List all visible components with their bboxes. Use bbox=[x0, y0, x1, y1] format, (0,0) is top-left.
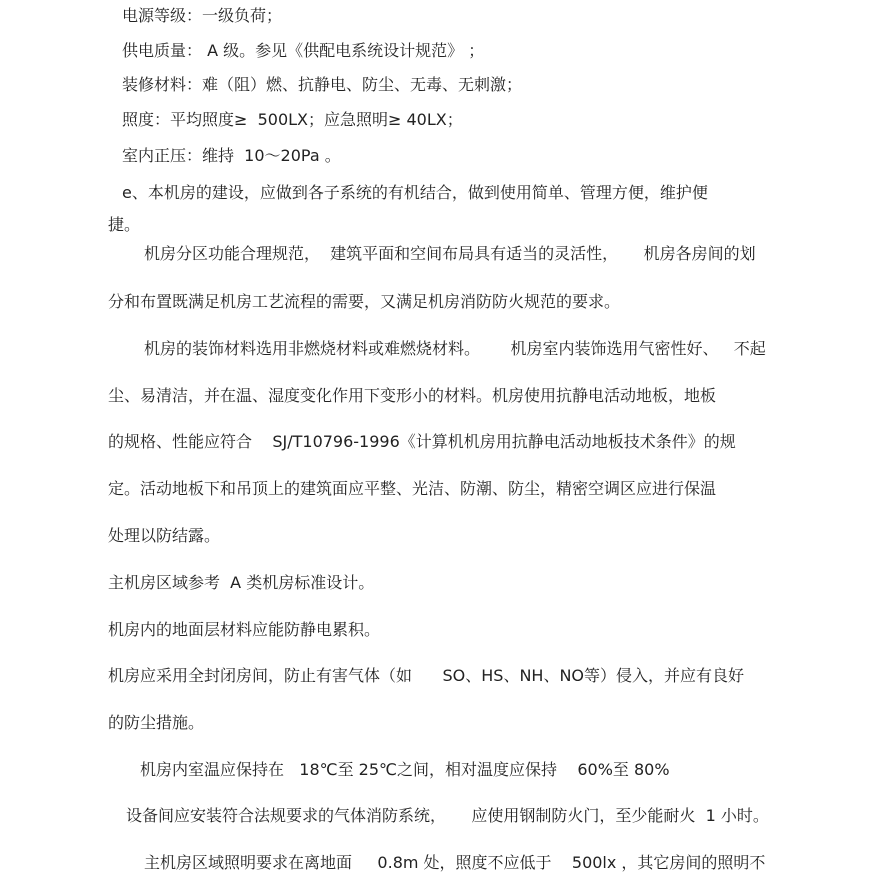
text-line: 机房的装饰材料选用非燃烧材料或难燃烧材料。 机房室内装饰选用气密性好、 不起 bbox=[144, 339, 766, 358]
text-line: 机房内室温应保持在 18℃至 25℃之间，相对温度应保持 60%至 80% bbox=[140, 760, 670, 779]
text-line: 机房内的地面层材料应能防静电累积。 bbox=[108, 620, 381, 639]
text-line: 设备间应安装符合法规要求的气体消防系统， 应使用钢制防火门，至少能耐火 1 小时。 bbox=[126, 806, 769, 825]
text-line: 主机房区域照明要求在离地面 0.8m 处，照度不应低于 500lx ，其它房间的照明不 bbox=[144, 853, 766, 872]
text-line: 室内正压：维持 10～20Pa 。 bbox=[122, 146, 341, 165]
text-line: 装修材料：难（阻）燃、抗静电、防尘、无毒、无刺激； bbox=[122, 75, 523, 94]
text-line: 主机房区域参考 A 类机房标准设计。 bbox=[108, 573, 375, 592]
text-line: 捷。 bbox=[108, 215, 141, 234]
text-line: 照度：平均照度≥ 500LX；应急照明≥ 40LX； bbox=[122, 110, 463, 129]
text-line: 分和布置既满足机房工艺流程的需要，又满足机房消防防火规范的要求。 bbox=[108, 292, 621, 311]
text-line: 机房应采用全封闭房间，防止有害气体（如 SO、HS、NH、NO等）侵入，并应有良好 bbox=[108, 666, 745, 685]
text-line: 尘、易清洁，并在温、湿度变化作用下变形小的材料。机房使用抗静电活动地板，地板 bbox=[108, 386, 717, 405]
text-line: 的防尘措施。 bbox=[108, 713, 205, 732]
text-line: 的规格、性能应符合 SJ/T10796-1996《计算机机房用抗静电活动地板技术条件》的规 bbox=[108, 432, 736, 451]
text-line: 处理以防结露。 bbox=[108, 526, 221, 545]
text-line: e、本机房的建设，应做到各子系统的有机结合，做到使用简单、管理方便，维护便 bbox=[122, 183, 708, 202]
text-line: 机房分区功能合理规范， 建筑平面和空间布局具有适当的灵活性， 机房各房间的划 bbox=[144, 244, 756, 263]
text-line: 供电质量： A 级。参见《供配电系统设计规范》 ； bbox=[122, 41, 485, 60]
text-line: 定。活动地板下和吊顶上的建筑面应平整、光洁、防潮、防尘，精密空调区应进行保温 bbox=[108, 479, 717, 498]
text-line: 电源等级：一级负荷； bbox=[122, 6, 283, 25]
